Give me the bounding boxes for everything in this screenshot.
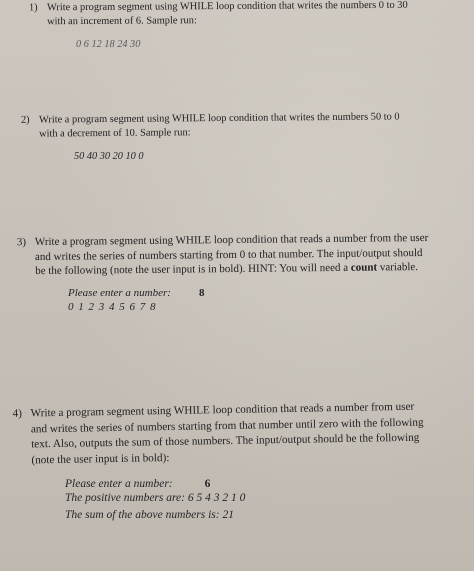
- question-3-sample-output: 0 1 2 3 4 5 6 7 8: [68, 301, 157, 313]
- count-keyword: count: [350, 261, 378, 274]
- question-1-text-line-1: Write a program segment using WHILE loop condition that writes the numbers 0 to 30: [46, 0, 408, 14]
- question-2-text-line-2: with a decrement of 10. Sample run:: [39, 127, 191, 140]
- question-4-sample-input: 6: [204, 478, 211, 490]
- question-2-number: 2): [20, 114, 30, 126]
- question-1: [28, 0, 408, 29]
- question-4-text-line-2: and writes the series of numbers starting from that number until zero with the following: [30, 416, 424, 435]
- question-3-sample-prompt-line: [68, 287, 204, 299]
- question-2-sample-run: 50 40 30 20 10 0: [74, 151, 144, 162]
- question-3-text-line-2: and writes the series of numbers starting from 0 to that number. The input/output should: [34, 246, 423, 263]
- question-4-sample-output-2: The sum of the above numbers is: 21: [65, 509, 234, 521]
- question-4-text-line-4: (note the user input is in bold):: [31, 451, 170, 466]
- question-3-text-line-3-end: variable.: [379, 261, 419, 274]
- question-1-sample-run: 0 6 12 18 24 30: [76, 39, 141, 50]
- question-3-sample-prompt: Please enter a number:: [68, 287, 171, 299]
- question-3-text-line-1: Write a program segment using WHILE loop condition that reads a number from the user: [34, 231, 429, 249]
- question-1-text-line-2: with an increment of 6. Sample run:: [47, 15, 197, 28]
- question-3-text-line-3: [35, 260, 429, 279]
- question-2-text-line-1: Write a program segment using WHILE loop condition that writes the numbers 50 to 0: [38, 111, 400, 126]
- question-4-sample-output-1: The positive numbers are: 6 5 4 3 2 1 0: [65, 492, 246, 504]
- question-3: [16, 231, 429, 279]
- question-4-number: 4): [12, 407, 23, 420]
- question-4-text-line-3: text. Also, outputs the sum of those numbers. The input/output should be the following: [31, 431, 420, 451]
- question-3-number: 3): [16, 236, 27, 249]
- question-4-text-line-1: Write a program segment using WHILE loop condition that reads a number from user: [30, 400, 415, 420]
- question-3-sample-input: 8: [198, 287, 205, 299]
- question-3-text-line-3-start: be the following (note the user input is in bold). HINT: You will need a: [35, 261, 349, 278]
- question-4: [12, 400, 424, 469]
- question-1-number: 1): [28, 2, 38, 14]
- question-4-sample-prompt-line: [65, 478, 210, 490]
- question-2: [20, 110, 400, 141]
- question-4-sample-prompt: Please enter a number:: [65, 478, 173, 490]
